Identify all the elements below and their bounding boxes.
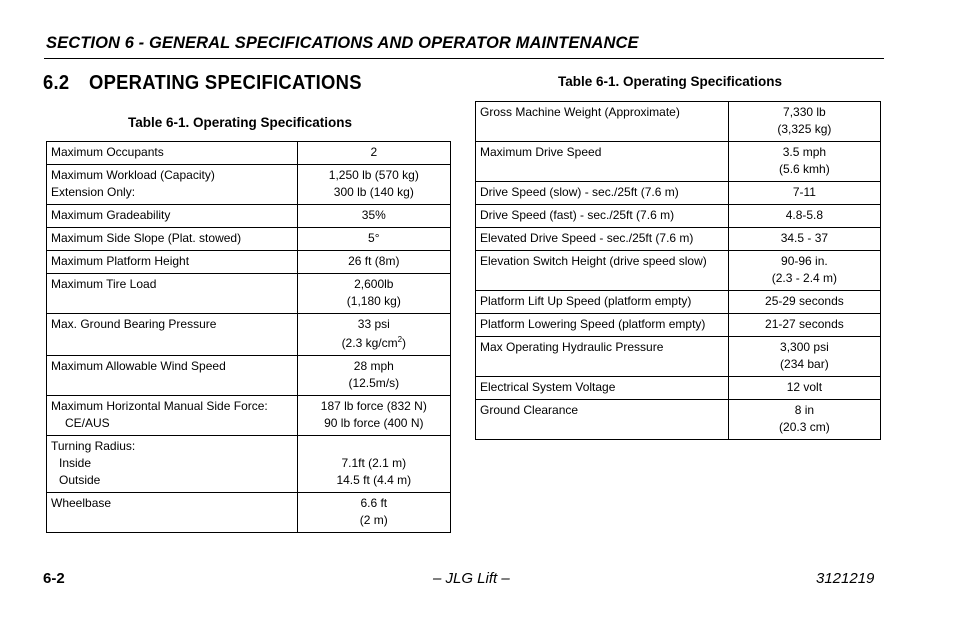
- table-row: [47, 142, 451, 165]
- table-row: [47, 274, 451, 314]
- table-row: [47, 165, 451, 205]
- spec-value: 7,330 lb (3,325 kg): [728, 102, 880, 142]
- section-number: 6.2: [43, 72, 70, 94]
- table-row: [476, 182, 881, 205]
- spec-value: 187 lb force (832 N) 90 lb force (400 N): [297, 396, 450, 436]
- spec-value: 5°: [297, 228, 450, 251]
- spec-value: 25-29 seconds: [728, 291, 880, 314]
- spec-value: 2: [297, 142, 450, 165]
- footer-brand: – JLG Lift –: [433, 570, 510, 587]
- spec-label: Drive Speed (slow) - sec./25ft (7.6 m): [476, 182, 729, 205]
- table-row: [47, 205, 451, 228]
- table-row: [476, 251, 881, 291]
- spec-value: 34.5 - 37: [728, 228, 880, 251]
- spec-label: Platform Lift Up Speed (platform empty): [476, 291, 729, 314]
- section-header: SECTION 6 - GENERAL SPECIFICATIONS AND OPERATOR MAINTENANCE: [46, 34, 639, 52]
- page-title: [43, 72, 362, 95]
- section-heading: OPERATING SPECIFICATIONS: [89, 72, 362, 94]
- spec-label: Elevation Switch Height (drive speed slow): [476, 251, 729, 291]
- spec-value: 33 psi (2.3 $kg/cm^2$): [297, 314, 450, 356]
- table-row: [47, 314, 451, 356]
- spec-label: Drive Speed (fast) - sec./25ft (7.6 m): [476, 205, 729, 228]
- table-row: [476, 400, 881, 440]
- table-row: [476, 291, 881, 314]
- spec-label: Maximum Side Slope (Plat. stowed): [47, 228, 298, 251]
- table-row: [47, 251, 451, 274]
- table-caption-left: Table 6-1. Operating Specifications: [128, 115, 353, 130]
- spec-label: Max Operating Hydraulic Pressure: [476, 337, 729, 377]
- spec-label: Ground Clearance: [476, 400, 729, 440]
- table-row: [476, 377, 881, 400]
- spec-value: 90-96 in. (2.3 - 2.4 m): [728, 251, 880, 291]
- table-row: [47, 436, 451, 493]
- spec-value: 8 in (20.3 cm): [728, 400, 880, 440]
- spec-value: 6.6 ft (2 m): [297, 493, 450, 533]
- table-row: [47, 228, 451, 251]
- spec-label: Platform Lowering Speed (platform empty): [476, 314, 729, 337]
- footer-page-number: 6-2: [43, 570, 65, 587]
- spec-label: Wheelbase: [47, 493, 298, 533]
- spec-label: Maximum Occupants: [47, 142, 298, 165]
- spec-value: 7.1ft (2.1 m) 14.5 ft (4.4 m): [297, 436, 450, 493]
- spec-label: Maximum Horizontal Manual Side Force: CE/AUS: [47, 396, 298, 436]
- spec-label: Maximum Drive Speed: [476, 142, 729, 182]
- spec-label: Maximum Allowable Wind Speed: [47, 356, 298, 396]
- spec-label: Electrical System Voltage: [476, 377, 729, 400]
- spec-label: Maximum Workload (Capacity) Extension Only:: [47, 165, 298, 205]
- spec-label: Elevated Drive Speed - sec./25ft (7.6 m): [476, 228, 729, 251]
- table-row: [47, 493, 451, 533]
- table-row: [47, 356, 451, 396]
- table-row: [47, 396, 451, 436]
- spec-value: 1,250 lb (570 kg) 300 lb (140 kg): [297, 165, 450, 205]
- spec-value: 12 volt: [728, 377, 880, 400]
- spec-table-right: [475, 101, 881, 440]
- table-row: [476, 314, 881, 337]
- spec-value: 26 ft (8m): [297, 251, 450, 274]
- footer-doc-number: 3121219: [816, 570, 875, 587]
- spec-label: Gross Machine Weight (Approximate): [476, 102, 729, 142]
- spec-label: Maximum Gradeability: [47, 205, 298, 228]
- table-row: [476, 142, 881, 182]
- header-rule: [44, 58, 884, 59]
- spec-table-left: [46, 141, 451, 533]
- spec-label: Max. Ground Bearing Pressure: [47, 314, 298, 356]
- spec-value: 3.5 mph (5.6 kmh): [728, 142, 880, 182]
- spec-value: 4.8-5.8: [728, 205, 880, 228]
- spec-value: 35%: [297, 205, 450, 228]
- table-row: [476, 102, 881, 142]
- spec-value: 3,300 psi (234 bar): [728, 337, 880, 377]
- table-row: [476, 337, 881, 377]
- table-caption-right: Table 6-1. Operating Specifications: [558, 74, 783, 89]
- spec-value: 2,600lb (1,180 kg): [297, 274, 450, 314]
- spec-value: 28 mph (12.5m/s): [297, 356, 450, 396]
- spec-value: 7-11: [728, 182, 880, 205]
- spec-value: 21-27 seconds: [728, 314, 880, 337]
- spec-label: Maximum Platform Height: [47, 251, 298, 274]
- spec-label: Turning Radius: Inside Outside: [47, 436, 298, 493]
- spec-label: Maximum Tire Load: [47, 274, 298, 314]
- table-row: [476, 228, 881, 251]
- table-row: [476, 205, 881, 228]
